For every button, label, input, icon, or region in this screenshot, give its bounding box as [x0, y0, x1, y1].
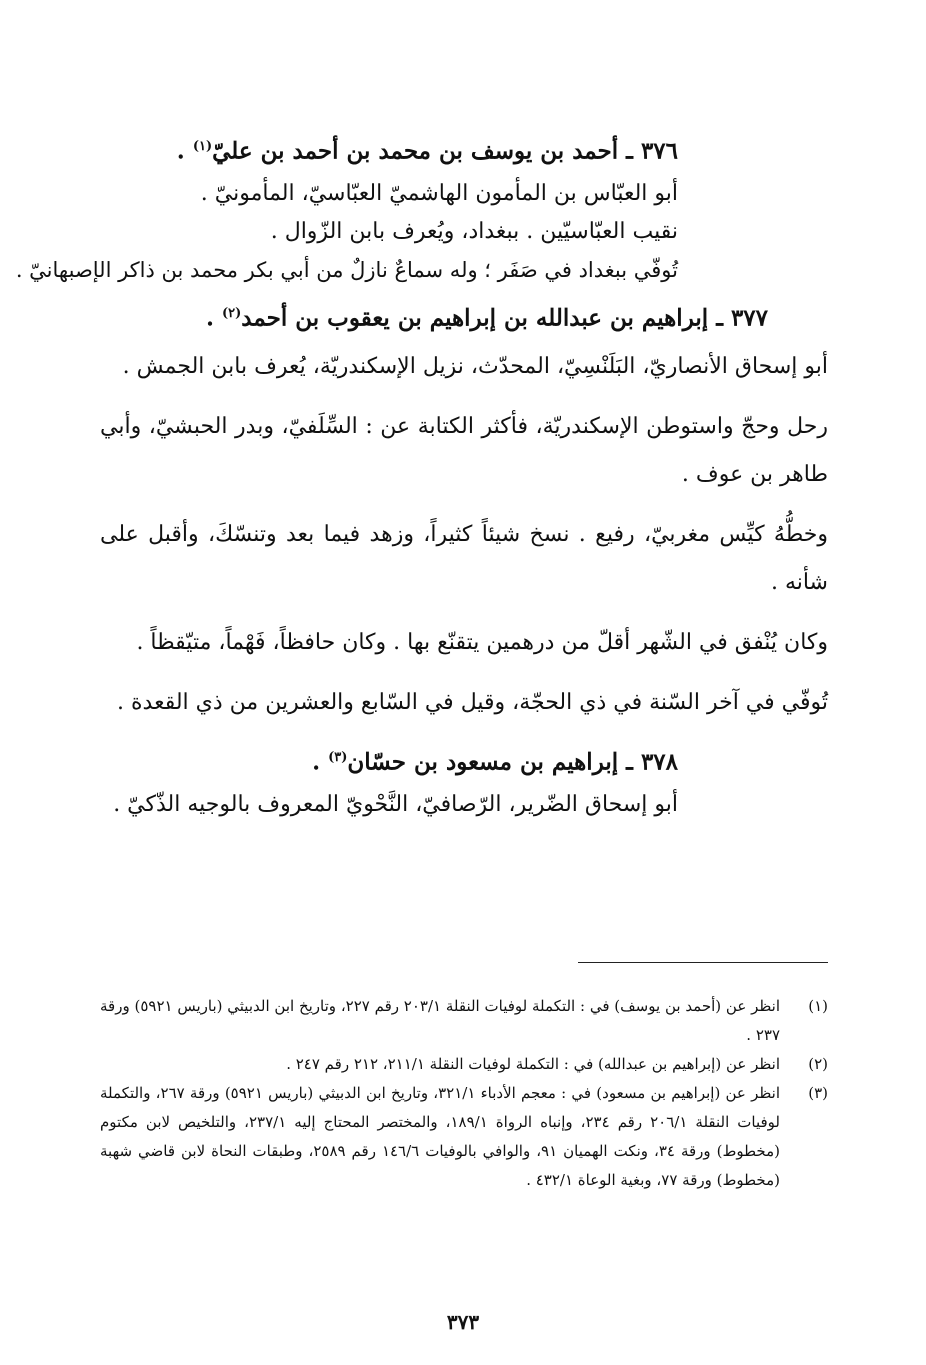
- entry-title: ٣٧٦ ـ أحمد بن يوسف بن محمد بن أحمد بن عليّ: [212, 137, 678, 165]
- entry-heading: [100, 128, 828, 171]
- heading-punct: .: [312, 748, 329, 776]
- entry-heading: [100, 739, 828, 782]
- entry-title: ٣٧٨ ـ إبراهيم بن مسعود بن حسّان: [347, 748, 678, 776]
- footnote-text: انظر عن (أحمد بن يوسف) في : التكملة لوفيات النقلة ٢٠٣/١ رقم ٢٢٧، وتاريخ ابن الدبيثي (باريس ٥٩٢١) ورقة ٢٣٧ .: [100, 997, 781, 1044]
- footnote-number: (٣): [808, 1084, 828, 1102]
- paragraph: وكان يُنْفق في الشّهر أقلّ من درهمين يتقنّع بها . وكان حافظاً، فَهْماً، متيّقظاً .: [136, 630, 828, 656]
- footnote-ref[interactable]: (٢): [221, 305, 242, 321]
- footnote-separator: [578, 962, 828, 963]
- footnote-number: (٢): [808, 1055, 828, 1073]
- entry-376: [15, 128, 828, 289]
- footnote-text: انظر عن (إبراهيم بن عبدالله) في : التكملة لوفيات النقلة ٢١١/١، ٢١٢ رقم ٢٤٧ .: [286, 1055, 780, 1073]
- paragraph: وخطُّهُ كيِّس مغربيّ، رفيع . نسخ شيئاً كثيراً، وزهد فيما بعد وتنسّكَ، وأقبل على شأنه .: [100, 522, 828, 596]
- entry-378: [100, 739, 828, 824]
- entry-heading: [100, 295, 828, 338]
- footnote-ref[interactable]: (١): [192, 139, 213, 154]
- entry-377: [100, 295, 828, 338]
- footnote-number: (١): [808, 997, 828, 1015]
- footnote-ref[interactable]: (٣): [328, 750, 348, 766]
- footnote-text: انظر عن (إبراهيم بن مسعود) في : معجم الأدباء ٣٢١/١، وتاريخ ابن الدبيثي (باريس ٥٩٢١) ورقة ٢٦٧، والتكملة لوفيات النقلة ٢٠٦/١ رقم ٢٣٤، وإنباه الرواة ١٨٩/١، والمختصر المحتاج إليه ٢٣٧/١، والتلخيص لابن مكتوم (مخطوط) ورقة ٣٤، ونكت الهميان ٩١، والوافي بالوفيات ١٤٦/٦ رقم ٢٥٨٩، وطبقات النحاة لابن قاضي شهبة (مخطوط) ورقة ٧٧، وبغية الوعاة ٤٣٢/١ .: [100, 1084, 781, 1189]
- footnote: [100, 1079, 828, 1195]
- entry-line: أبو إسحاق الضّرير، الرّصافيّ، النَّحْويّ المعروف بالوجيه الذّكيّ .: [113, 791, 678, 817]
- footnotes: [100, 992, 828, 1195]
- page-number: ٣٧٣: [446, 1310, 480, 1334]
- entry-377-paragraphs: [100, 343, 828, 727]
- entry-line: نقيب العبّاسيّين . ببغداد، ويُعرف بابن الزّوال .: [270, 218, 678, 244]
- heading-punct: .: [176, 137, 193, 165]
- entry-line: أبو العبّاس بن المأمون الهاشميّ العبّاسيّ، المأمونيّ .: [200, 180, 678, 206]
- footnote: [100, 1050, 828, 1079]
- paragraph: أبو إسحاق الأنصاريّ، البَلَنْسِيّ، المحدّث، نزيل الإسكندريّة، يُعرف بابن الجمش .: [122, 354, 828, 380]
- main-text: [15, 128, 828, 824]
- heading-punct: .: [205, 304, 222, 332]
- paragraph: تُوفّي في آخر السّنة في ذي الحجّة، وقيل في السّابع والعشرين من ذي القعدة .: [117, 690, 828, 716]
- entry-title: ٣٧٧ ـ إبراهيم بن عبدالله بن إبراهيم بن يعقوب بن أحمد: [241, 304, 768, 332]
- entry-line: تُوفّي ببغداد في صَفَر ؛ وله سماعٌ نازلٌ من أبي بكر محمد بن ذاكر الإصبهانيّ .: [15, 257, 678, 282]
- paragraph: رحل وحجّ واستوطن الإسكندريّة، فأكثر الكتابة عن : السِّلَفيّ، وبدر الحبشيّ، وأبي طاهر بن عوف .: [100, 414, 828, 488]
- footnote: [100, 992, 828, 1050]
